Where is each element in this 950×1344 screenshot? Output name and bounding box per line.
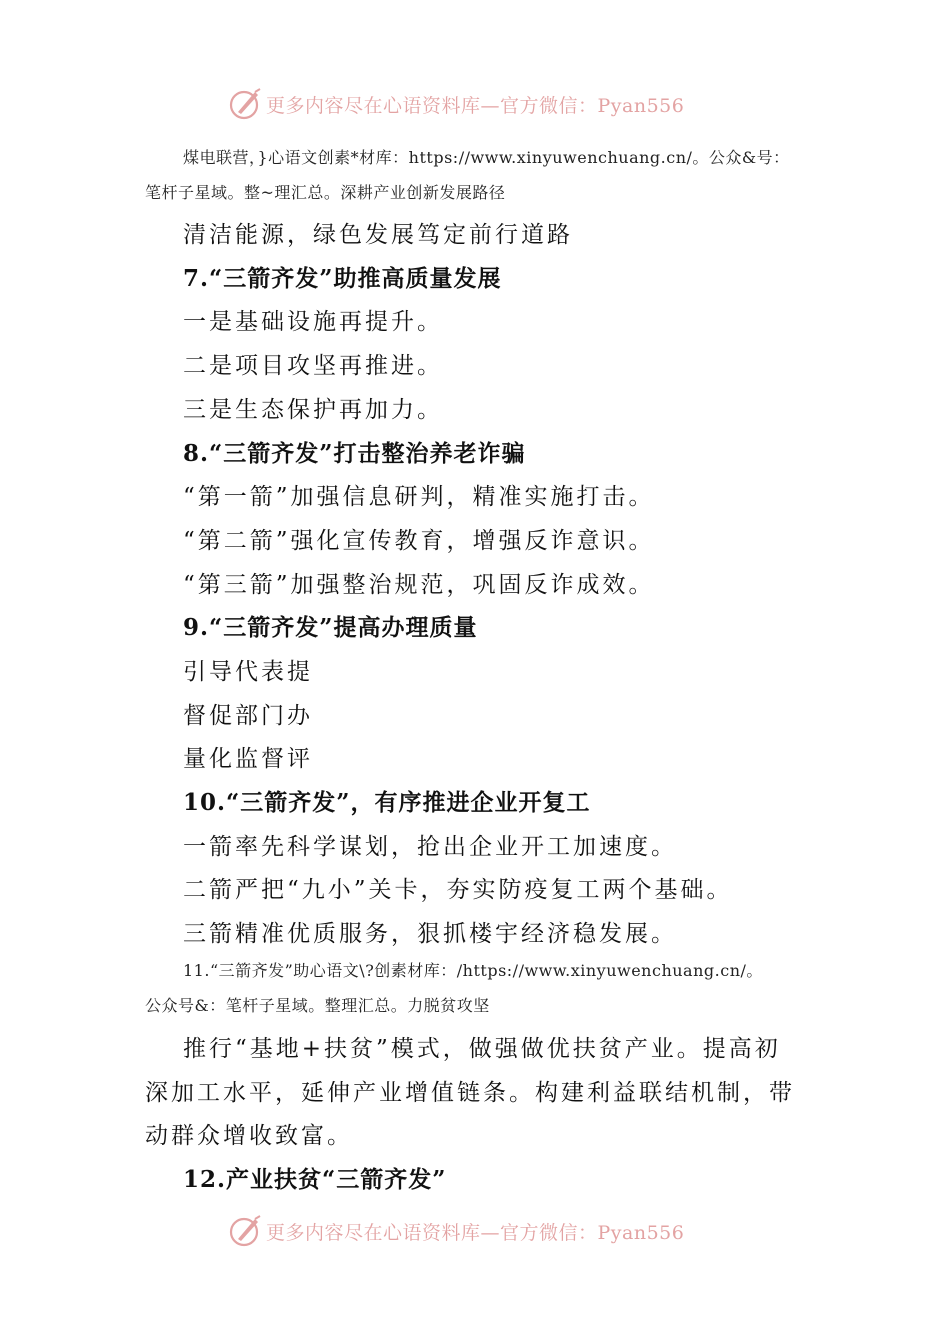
text-line: 深加工水平，延伸产业增值链条。构建利益联结机制，带: [145, 1080, 795, 1106]
watermark-banner-bottom: [228, 1211, 684, 1251]
text-line: 一是基础设施再提升。: [183, 309, 443, 335]
text-line: 推行“基地+扶贫”模式，做强做优扶贫产业。提高初: [183, 1036, 781, 1062]
text-line: 煤电联营，}心语文创素*材库：https://www.xinyuwenchuang.cn/。公众&号：: [183, 148, 790, 167]
text-line: 引导代表提: [183, 659, 313, 685]
watermark-text: 更多内容尽在心语资料库—官方微信：Pyan556: [266, 1221, 685, 1244]
text-line: 公众号&：笔杆子星域。整理汇总。力脱贫攻坚: [145, 996, 490, 1015]
quill-logo-icon: [228, 87, 262, 121]
text-line: “第二箭”强化宣传教育，增强反诈意识。: [183, 528, 655, 554]
section-heading: 10.“三箭齐发”，有序推进企业开复工: [183, 789, 591, 816]
text-line: 笔杆子星域。整~理汇总。深耕产业创新发展路径: [145, 183, 506, 202]
text-line: 一箭率先科学谋划，抢出企业开工加速度。: [183, 834, 677, 860]
text-line: 督促部门办: [183, 703, 313, 729]
watermark-text: 更多内容尽在心语资料库—官方微信：Pyan556: [266, 94, 685, 117]
text-line: 动群众增收致富。: [145, 1123, 353, 1149]
text-line: 11.“三箭齐发”助心语文\?创素材库：/https://www.xinyuwenchuang.cn/。: [183, 961, 763, 980]
section-heading: 7.“三箭齐发”助推高质量发展: [183, 265, 502, 292]
text-line: 二箭严把“九小”关卡，夯实防疫复工两个基础。: [183, 877, 733, 903]
text-line: “第三箭”加强整治规范，巩固反诈成效。: [183, 572, 655, 598]
text-line: 量化监督评: [183, 746, 313, 772]
text-line: 三箭精准优质服务，狠抓楼宇经济稳发展。: [183, 921, 677, 947]
text-line: 三是生态保护再加力。: [183, 397, 443, 423]
text-line: 二是项目攻坚再推进。: [183, 353, 443, 379]
section-heading: 8.“三箭齐发”打击整治养老诈骗: [183, 440, 526, 467]
section-heading: 12.产业扶贫“三箭齐发”: [183, 1166, 447, 1193]
section-heading: 9.“三箭齐发”提高办理质量: [183, 614, 478, 641]
text-line: 清洁能源，绿色发展笃定前行道路: [183, 222, 573, 248]
text-line: “第一箭”加强信息研判，精准实施打击。: [183, 484, 655, 510]
watermark-banner-top: [228, 84, 684, 124]
quill-logo-icon: [228, 1214, 262, 1248]
